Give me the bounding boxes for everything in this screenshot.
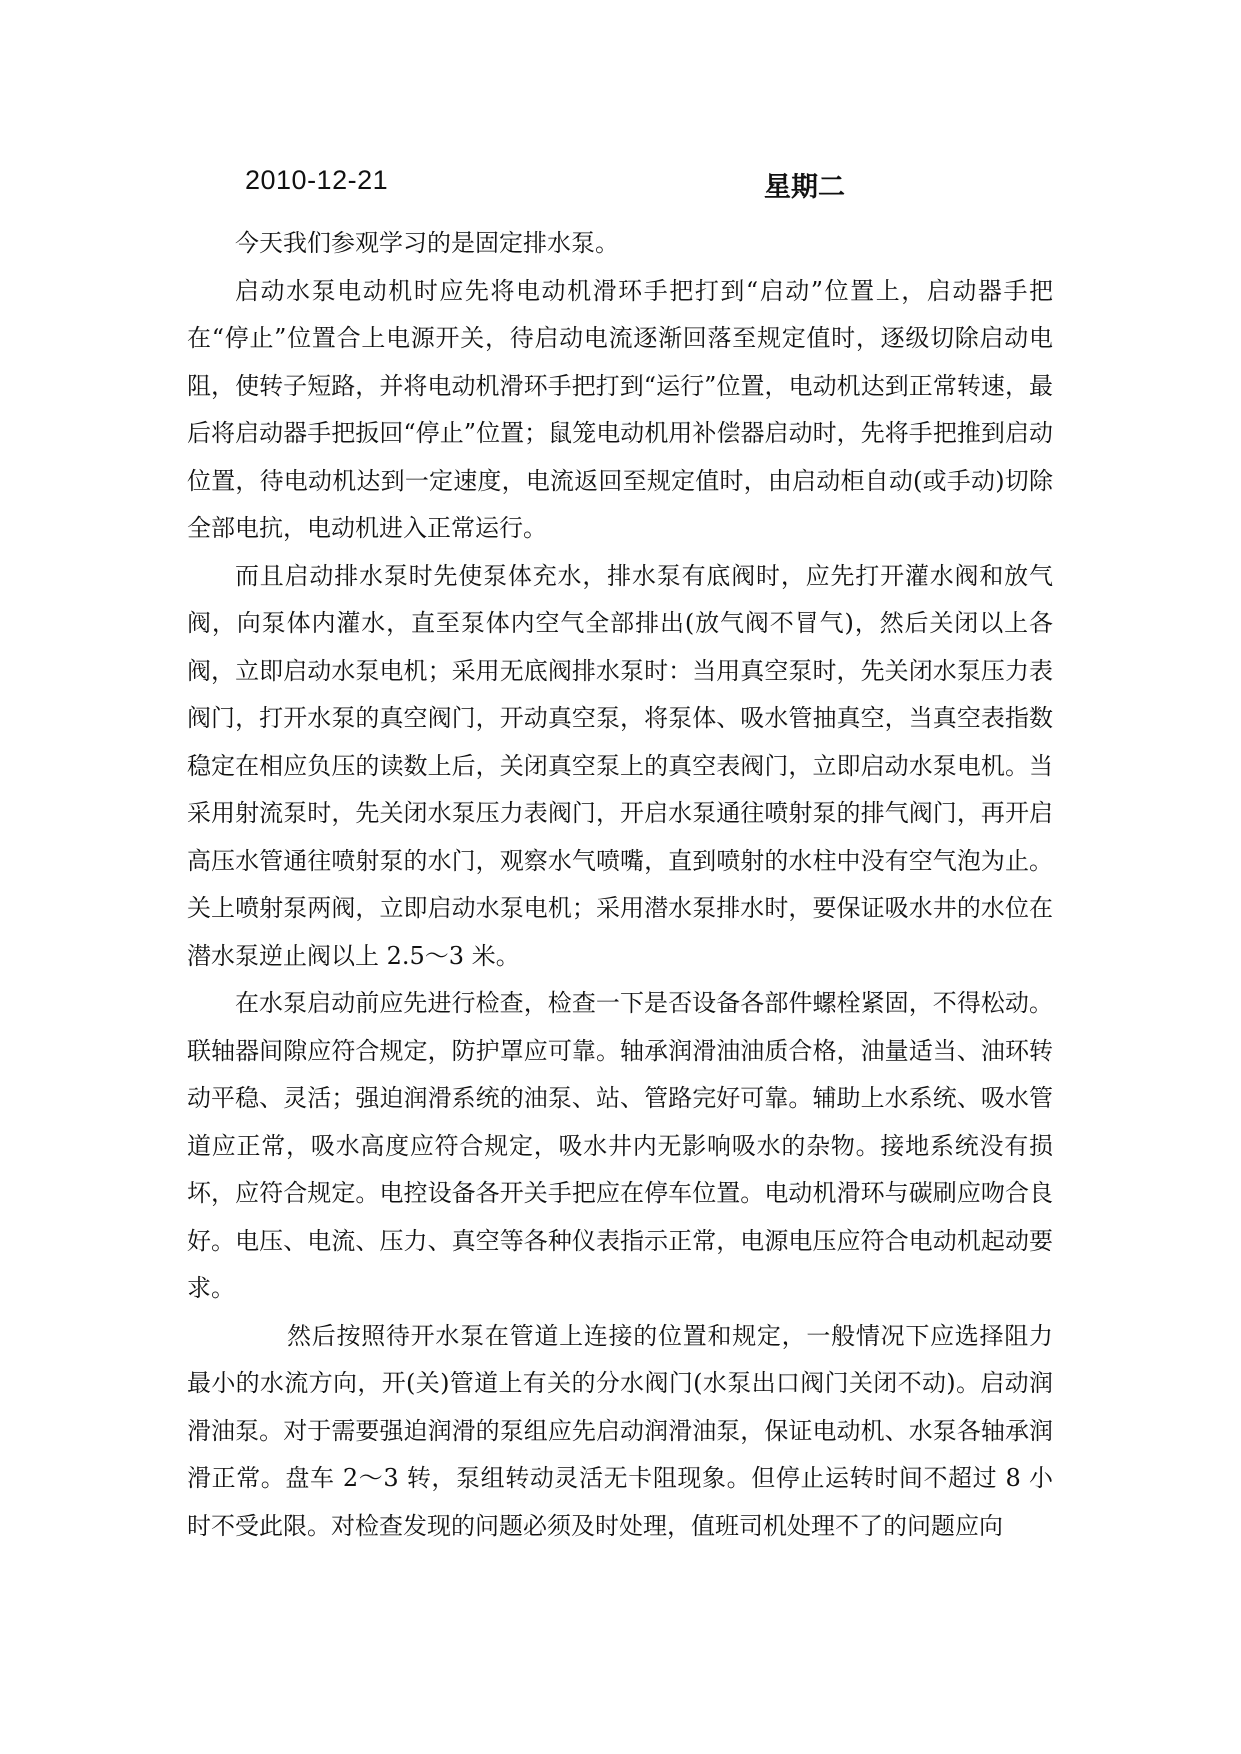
- paragraph-motor-start: 启动水泵电动机时应先将电动机滑环手把打到“启动”位置上，启动器手把在“停止”位置合上电源开关，待启动电流逐渐回落至规定值时，逐级切除启动电阻，使转子短路，并将电动机滑环手把打到“运行”位置，电动机达到正常转速，最后将启动器手把扳回“停止”位置；鼠笼电动机用补偿器启动时，先将手把推到启动位置，待电动机达到一定速度，电流返回至规定值时，由启动柜自动(或手动)切除全部电抗，电动机进入正常运行。: [187, 276, 1053, 542]
- paragraph-pre-start-check: 在水泵启动前应先进行检查，检查一下是否设备各部件螺栓紧固，不得松动。联轴器间隙应符合规定，防护罩应可靠。轴承润滑油油质合格，油量适当、油环转动平稳、灵活；强迫润滑系统的油泵、站、管路完好可靠。辅助上水系统、吸水管道应正常，吸水高度应符合规定，吸水井内无影响吸水的杂物。接地系统没有损坏，应符合规定。电控设备各开关手把应在停车位置。电动机滑环与碳刷应吻合良好。电压、电流、压力、真空等各种仪表指示正常，电源电压应符合电动机起动要求。: [187, 989, 1053, 1302]
- paragraph-intro: 今天我们参观学习的是固定排水泵。: [235, 229, 619, 257]
- date-text: 2010-12-21: [245, 165, 389, 195]
- paragraph-priming: 而且启动排水泵时先使泵体充水，排水泵有底阀时，应先打开灌水阀和放气阀，向泵体内灌水，直至泵体内空气全部排出(放气阀不冒气)，然后关闭以上各阀，立即启动水泵电机；采用无底阀排水泵时：当用真空泵时，先关闭水泵压力表阀门，打开水泵的真空阀门，开动真空泵，将泵体、吸水管抽真空，当真空表指数稳定在相应负压的读数上后，关闭真空泵上的真空表阀门，立即启动水泵电机。当采用射流泵时，先关闭水泵压力表阀门，开启水泵通往喷射泵的排气阀门，再开启高压水管通往喷射泵的水门，观察水气喷嘴，直到喷射的水柱中没有空气泡为止。关上喷射泵两阀，立即启动水泵电机；采用潜水泵排水时，要保证吸水井的水位在潜水泵逆止阀以上 2.5～3 米。: [187, 561, 1053, 970]
- document-body: [187, 220, 1053, 1550]
- weekday-text: 星期二: [764, 172, 845, 203]
- paragraph-startup-procedure: 然后按照待开水泵在管道上连接的位置和规定，一般情况下应选择阻力最小的水流方向，开(关)管道上有关的分水阀门(水泵出口阀门关闭不动)。启动润滑油泵。对于需要强迫润滑的泵组应先启动润滑油泵，保证电动机、水泵各轴承润滑正常。盘车 2～3 转，泵组转动灵活无卡阻现象。但停止运转时间不超过 8 小时不受此限。对检查发现的问题必须及时处理，值班司机处理不了的问题应向: [187, 1321, 1053, 1540]
- page-header: [245, 165, 845, 205]
